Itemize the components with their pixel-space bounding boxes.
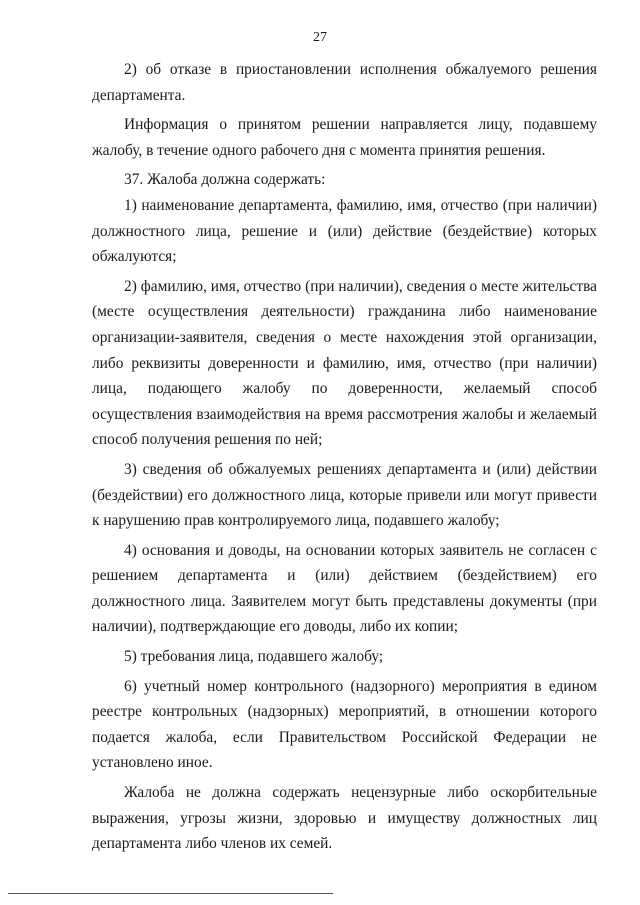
document-body [92, 57, 597, 861]
paragraph-item-4: 4) основания и доводы, на основании которых заявитель не согласен с решением департамента и (или) действием (бездействием) его должностного лица. Заявителем могут быть представлены документы (при наличии), подтверждающие его доводы, либо их копии; [92, 541, 597, 636]
paragraph-item-5: 5) требования лица, подавшего жалобу; [124, 648, 384, 666]
page-number: 27 [313, 30, 327, 45]
paragraph-prohibited-content: Жалоба не должна содержать нецензурные либо оскорбительные выражения, угрозы жизни, здоровью и имуществу должностных лиц департамента либо членов их семей. [92, 784, 597, 853]
paragraph-refusal-suspension: 2) об отказе в приостановлении исполнения обжалуемого решения департамента. [92, 61, 597, 104]
paragraph-item-6: 6) учетный номер контрольного (надзорного) мероприятия в едином реестре контрольных (надзорных) мероприятий, в отношении которого подается жалоба, если Правительством Российской Федерации не установлено иное. [92, 677, 597, 772]
footer-divider [8, 893, 333, 894]
paragraph-item-3: 3) сведения об обжалуемых решениях департамента и (или) действии (бездействии) его должностного лица, которые привели или могут привести к нарушению прав контролируемого лица, подавшего жалобу; [92, 460, 597, 530]
paragraph-item-2: 2) фамилию, имя, отчество (при наличии), сведения о месте жительства (месте осуществления деятельности) гражданина либо наименование организации-заявителя, сведения о месте нахождения этой организации, либо реквизиты доверенности и фамилию, имя, отчество (при наличии) лица, подающего жалобу по доверенности, желаемый способ осуществления взаимодействия на время рассмотрения жалобы и желаемый способ получения решения по ней; [92, 277, 597, 449]
paragraph-item-1: 1) наименование департамента, фамилию, имя, отчество (при наличии) должностного лица, решение и (или) действие (бездействие) которых обжалуются; [92, 196, 597, 266]
paragraph-complaint-contents-heading: 37. Жалоба должна содержать: [124, 171, 326, 189]
paragraph-decision-info: Информация о принятом решении направляется лицу, подавшему жалобу, в течение одного рабочего дня с момента принятия решения. [92, 116, 597, 159]
